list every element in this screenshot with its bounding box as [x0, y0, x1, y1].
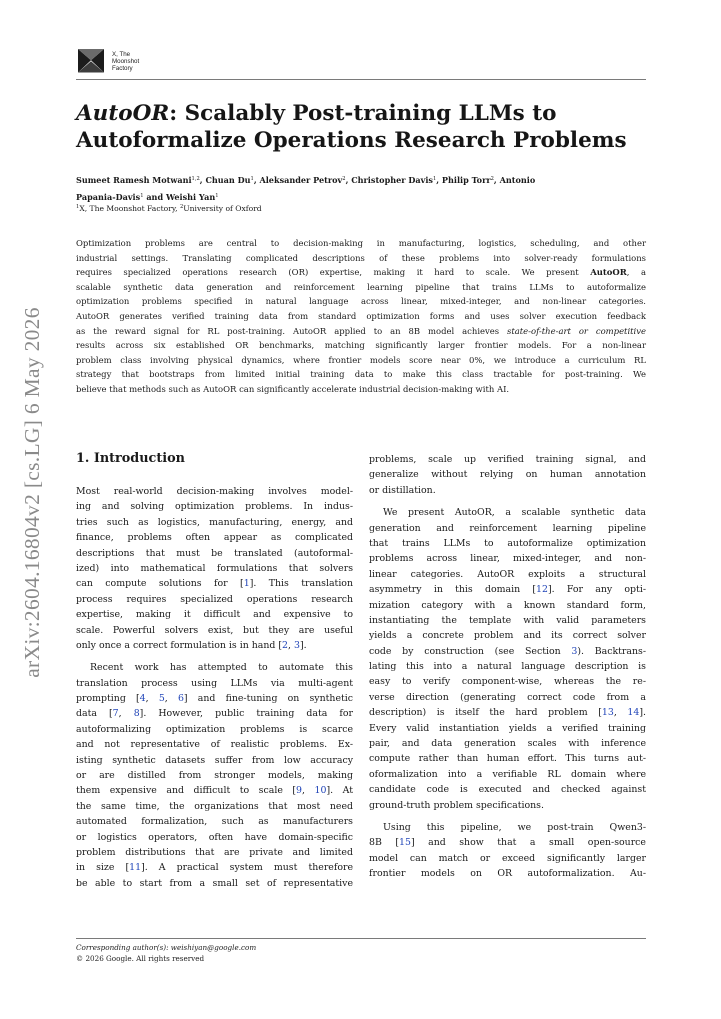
- body-text: 8B [: [369, 837, 400, 849]
- footer: [76, 942, 256, 964]
- body-line: lating this into a natural language description is: [369, 661, 646, 673]
- body-line: prompting [4, 5, 6] and fine-tuning on synthetic: [76, 693, 354, 705]
- body-text: ). Backtrans-: [577, 645, 646, 657]
- body-text: ]. At: [326, 785, 353, 797]
- body-text: description) is itself the hard problem [: [369, 707, 602, 719]
- body-line: pair, and data generation scales with inference: [369, 738, 646, 750]
- author-line-1: [76, 173, 636, 190]
- citation-link[interactable]: 9: [296, 785, 303, 797]
- body-line: mization category with a known standard form,: [369, 599, 646, 611]
- body-line: ing and solving optimization problems. In indus-: [76, 501, 353, 513]
- body-line: or logistics operators, often have domain-specific: [76, 831, 353, 843]
- body-line: ground-truth problem specifications.: [369, 799, 544, 811]
- paragraph-gap: [76, 653, 353, 660]
- body-line: generation and reinforcement learning pipeline: [369, 522, 646, 534]
- body-text: in size [: [76, 862, 130, 874]
- author-name-part: Antonio: [499, 175, 536, 185]
- citation-link[interactable]: 7: [112, 708, 119, 720]
- author-affiliation-marker: 1: [250, 175, 254, 182]
- author-affiliation-marker: 2: [342, 175, 346, 182]
- author-name: Chuan Du: [205, 175, 251, 185]
- author-name: Philip Torr: [441, 175, 491, 185]
- abstract-italic-text: state-of-the-art or competitive: [507, 325, 646, 336]
- abstract: [76, 236, 646, 397]
- body-line: isting synthetic datasets suffer from low accuracy: [76, 754, 353, 766]
- body-text: asymmetry in this domain [: [369, 584, 537, 596]
- body-line: instantiating the template with valid parameters: [369, 614, 646, 626]
- author-list: [76, 173, 636, 207]
- author-separator: ,: [436, 175, 442, 185]
- author-name: Christopher Davis: [351, 175, 433, 185]
- body-text: code by construction (see Section: [369, 645, 572, 657]
- citation-link[interactable]: 14: [627, 707, 640, 719]
- author-separator: ,: [493, 175, 500, 185]
- affiliation-marker: 1: [76, 203, 80, 210]
- abstract-line: [76, 265, 646, 280]
- body-text: ] and fine-tuning on synthetic: [183, 693, 354, 705]
- body-line: Using this pipeline, we post-train Qwen3-: [383, 821, 646, 833]
- affiliation-text: X, The Moonshot Factory,: [79, 204, 180, 213]
- citation-link[interactable]: 6: [177, 693, 184, 705]
- body-text: ]. For any opti-: [547, 584, 646, 596]
- author-name: Aleksander Petrov: [259, 175, 343, 185]
- body-line: [76, 576, 353, 591]
- moonshot-logo: [76, 46, 139, 76]
- citation-link[interactable]: 11: [129, 862, 142, 874]
- header-rule: [76, 79, 646, 80]
- body-line: generalize without relying on human annotation: [369, 469, 646, 481]
- body-text: ]. This translation: [249, 578, 353, 590]
- abstract-line: AutoOR generates verified training data from standard optimization forms and uses solver execution feedback: [76, 310, 646, 321]
- abstract-line: problem class involving physical dynamics, where frontier models score near 0%, we introduce a curriculum RL: [76, 354, 646, 365]
- body-line: frontier models on OR autoformalization. Au-: [369, 868, 646, 880]
- arxiv-stamp: [17, 296, 47, 688]
- author-name: Sumeet Ramesh Motwani: [76, 175, 192, 185]
- copyright-notice: © 2026 Google. All rights reserved: [76, 954, 205, 963]
- author-separator: ,: [199, 175, 206, 185]
- author-name: Weishi Yan: [165, 192, 216, 202]
- body-line: translation process using LLMs via multi-agent: [76, 677, 353, 689]
- author-name-part: Papania-Davis: [76, 192, 141, 202]
- body-line: problem distributions that are private and limited: [76, 846, 353, 858]
- body-line: tries such as logistics, manufacturing, energy, and: [76, 516, 353, 528]
- author-affiliation-marker: 1: [140, 192, 144, 199]
- body-line: linear categories. AutoOR exploits a structural: [369, 568, 646, 580]
- body-line: them expensive and difficult to scale [9, 10]. At: [76, 785, 353, 797]
- abstract-line: industrial settings. Translating complicated descriptions of these problems into solver-ready formulations: [76, 252, 646, 263]
- body-line: easy to verify component-wise, whereas the re-: [369, 676, 646, 688]
- arxiv-stamp-text: arXiv:2604.16804v2 [cs.LG] 6 May 2026: [19, 306, 44, 678]
- body-line: Every valid instantiation yields a verified training: [369, 722, 646, 734]
- citation-link[interactable]: 10: [314, 785, 327, 797]
- body-line: [76, 860, 353, 875]
- citation-link[interactable]: 12: [536, 584, 548, 596]
- citation-link[interactable]: 3: [293, 639, 300, 651]
- body-line: Recent work has attempted to automate this: [90, 662, 353, 674]
- logo-line-3: Factory: [112, 64, 133, 72]
- abstract-line: scalable synthetic data generation and reinforcement learning pipeline that trains LLMs to autoformalize: [76, 281, 646, 292]
- corresponding-author: Corresponding author(s): weishiyan@google.com: [76, 943, 257, 952]
- body-text: ] and show that a small open-source: [410, 837, 646, 849]
- body-text: ].: [639, 707, 646, 719]
- abstract-text: , a: [626, 267, 646, 278]
- body-text: data [: [76, 708, 113, 720]
- abstract-line: [76, 324, 646, 339]
- citation-link[interactable]: 1: [243, 578, 250, 590]
- citation-link[interactable]: 5: [158, 693, 165, 705]
- footer-rule: [76, 938, 646, 939]
- right-column: [369, 452, 646, 882]
- body-line: oformalization into a verifiable RL domain where: [369, 768, 646, 780]
- body-text: can compute solutions for [: [76, 578, 244, 590]
- abstract-bold-text: AutoOR: [590, 267, 627, 278]
- body-line: problems, scale up verified training signal, and: [369, 454, 646, 465]
- body-line: candidate code is executed and checked against: [369, 784, 646, 796]
- paragraph-gap: [369, 813, 646, 820]
- affiliations: [76, 204, 262, 213]
- body-line: model can match or exceed significantly larger: [369, 852, 646, 864]
- abstract-line: strategy that bootstraps from limited initial training data to make this class tractable for post-training. We: [76, 369, 646, 380]
- body-line: autoformalizing optimization problems is scarce: [76, 723, 353, 735]
- body-line: [369, 644, 646, 659]
- body-line: process requires specialized operations research: [76, 593, 353, 605]
- body-text: ]. A practical system must therefore: [141, 862, 353, 874]
- body-line: description) is itself the hard problem [13, 14].: [369, 707, 646, 719]
- author-separator: ,: [253, 175, 260, 185]
- abstract-line: optimization problems specified in natural language across linear, mixed-integer, and non-linear categories.: [76, 296, 646, 307]
- body-line: that trains LLMs to autoformalize optimization: [369, 537, 646, 549]
- body-text: ].: [299, 639, 307, 651]
- section-heading-introduction: [76, 451, 185, 466]
- citation-link[interactable]: 15: [399, 837, 411, 849]
- body-line: [369, 582, 646, 597]
- abstract-text: requires specialized operations research (OR) expertise, making it hard to scale. We present: [76, 267, 591, 278]
- body-text: prompting [: [76, 693, 140, 705]
- section-title: Introduction: [93, 451, 185, 466]
- body-line: only once a correct formulation is in hand [2, 3].: [76, 639, 307, 651]
- author-separator: and: [143, 192, 166, 202]
- body-line: automated formalization, such as manufacturers: [76, 816, 353, 828]
- body-line: the same time, the organizations that most need: [76, 800, 353, 812]
- logo-line-2: Moonshot: [112, 57, 140, 65]
- author-affiliation-marker: 1: [432, 175, 437, 182]
- body-line: or are distilled from stronger models, making: [76, 770, 353, 782]
- title-line-2: Autoformalize Operations Research Problems: [76, 128, 627, 153]
- abstract-line: Optimization problems are central to decision-making in manufacturing, logistics, scheduling, and other: [76, 238, 646, 248]
- citation-link[interactable]: 13: [601, 707, 614, 719]
- body-line: expertise, making it difficult and expensive to: [76, 609, 353, 621]
- body-line: data [7, 8]. However, public training data for: [76, 708, 353, 720]
- citation-link[interactable]: 8: [133, 708, 140, 720]
- x-moonshot-logo-icon: [76, 46, 106, 76]
- body-line: be able to start from a small set of representative: [76, 877, 353, 889]
- body-line: yields a concrete problem and its correct solver: [369, 630, 646, 642]
- author-affiliation-marker: 1,2: [191, 175, 200, 182]
- citation-link[interactable]: 4: [139, 693, 146, 705]
- paper-title: [76, 100, 656, 154]
- section-reference-link[interactable]: 3: [571, 645, 578, 657]
- title-brand: AutoOR: [76, 101, 170, 126]
- body-line: scale. Powerful solvers exist, but they are useful: [76, 624, 353, 636]
- title-line-1: : Scalably Post-training LLMs to: [169, 101, 557, 126]
- body-line: We present AutoOR, a scalable synthetic data: [383, 507, 646, 519]
- body-text: them expensive and difficult to scale [: [76, 785, 297, 797]
- author-affiliation-marker: 1: [215, 192, 219, 199]
- body-line: descriptions that must be translated (autoformal-: [76, 547, 353, 559]
- citation-link[interactable]: 2: [282, 639, 289, 651]
- affiliation-marker: 2: [179, 203, 184, 210]
- body-line: compute rather than human effort. This turns aut-: [369, 753, 646, 765]
- abstract-line: believe that methods such as AutoOR can significantly accelerate industrial decision-making with AI.: [76, 383, 510, 394]
- abstract-text: as the reward signal for RL post-training. AutoOR applied to an 8B model achieves: [76, 325, 508, 336]
- body-line: Most real-world decision-making involves model-: [76, 486, 353, 497]
- body-line: finance, problems often appear as complicated: [76, 532, 353, 544]
- body-line: ized) into mathematical formulations that solvers: [76, 562, 353, 574]
- body-text: ]. However, public training data for: [139, 708, 353, 720]
- body-line: [369, 835, 646, 850]
- body-line: problems across linear, mixed-integer, and non-: [369, 553, 646, 565]
- abstract-line: results across six established OR benchmarks, matching significantly larger frontier models. For a non-linear: [76, 340, 646, 351]
- body-line: and not representative of realistic problems. Ex-: [76, 739, 353, 751]
- affiliation-text: University of Oxford: [183, 204, 262, 213]
- author-separator: ,: [345, 175, 352, 185]
- body-text: only once a correct formulation is in hand [: [76, 639, 283, 651]
- left-column: [76, 484, 353, 891]
- section-number: 1.: [76, 451, 90, 466]
- logo-text: [112, 51, 139, 72]
- body-line: verse direction (generating correct code from a: [369, 691, 646, 703]
- paragraph-gap: [369, 498, 646, 505]
- author-affiliation-marker: 2: [490, 175, 494, 182]
- body-line: or distillation.: [369, 484, 436, 496]
- logo-line-1: X, The: [112, 50, 131, 58]
